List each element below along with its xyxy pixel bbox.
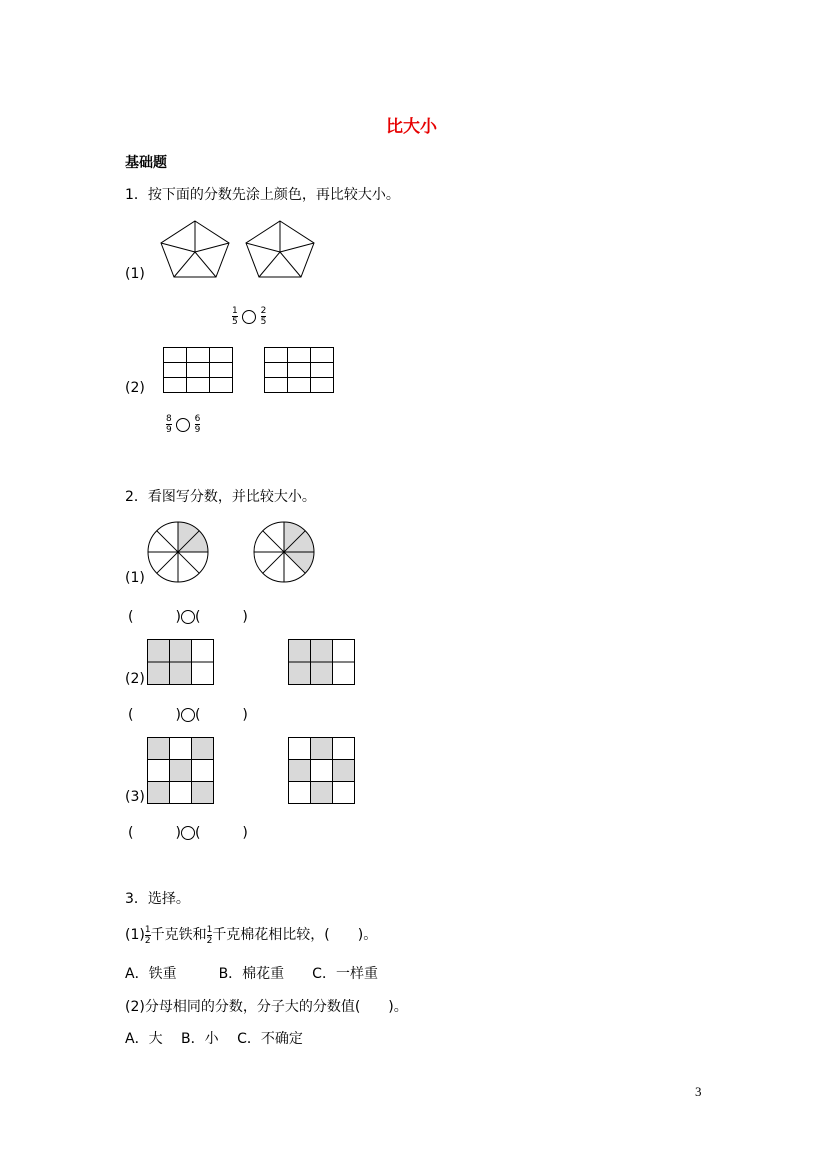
circle-8-parts-right [253, 521, 315, 583]
grid-3x2-left [147, 639, 214, 685]
grid-3x3-shaded-right [288, 737, 355, 804]
q2-part1-label: (1) [125, 570, 145, 586]
grid-3x3-shaded-left [147, 737, 214, 804]
answer-blank-left[interactable]: ( ) [128, 707, 181, 723]
section-heading: 基础题 [125, 155, 167, 171]
grid-3x3-right [264, 347, 334, 393]
fraction-half: $\frac{1}{2}$ [206, 924, 213, 946]
answer-blank-right[interactable]: ( ) [194, 707, 248, 723]
pentagon-figure-left [160, 220, 230, 280]
q3-stem: 3．选择。 [125, 891, 190, 907]
compare-circle-blank[interactable] [181, 708, 195, 722]
q3-part2-options: A．大 B．小 C．不确定 [125, 1031, 303, 1047]
answer-blank-left[interactable]: ( ) [128, 609, 181, 625]
q2-part2-label: (2) [125, 671, 145, 687]
pentagon-figure-right [245, 220, 315, 280]
fraction-left: $\frac{1}{5}$ [232, 306, 238, 327]
compare-circle-blank[interactable] [181, 826, 195, 840]
answer-blank-right[interactable]: ( ) [194, 825, 248, 841]
q3-part1: (1) $\frac{1}{2}$ 千克铁和 $\frac{1}{2}$ 千克棉花相比较，( )。 [125, 924, 378, 946]
q1-stem: 1．按下面的分数先涂上颜色，再比较大小。 [125, 187, 400, 203]
fraction-half: $\frac{1}{2}$ [144, 924, 151, 946]
q2-part2-answer [128, 704, 248, 724]
q1-part1-comparison [232, 306, 266, 327]
fraction-right: $\frac{2}{5}$ [260, 306, 267, 327]
compare-circle-blank[interactable] [176, 418, 190, 432]
q3-part1-options: A．铁重 B．棉花重 C．一样重 [125, 966, 378, 982]
compare-circle-blank[interactable] [242, 310, 256, 324]
circle-8-parts-left [147, 521, 209, 583]
fraction-right: $\frac{6}{9}$ [194, 414, 201, 435]
compare-circle-blank[interactable] [181, 610, 195, 624]
fraction-left: $\frac{8}{9}$ [166, 414, 172, 435]
grid-3x3-left [163, 347, 233, 393]
answer-blank-right[interactable]: ( ) [194, 609, 248, 625]
q2-stem: 2．看图写分数，并比较大小。 [125, 489, 316, 505]
q3-part1-label: (1) [125, 927, 145, 943]
q1-part2-comparison [166, 414, 200, 435]
page-title: 比大小 [386, 117, 437, 137]
page-number: 3 [695, 1084, 702, 1099]
q2-part3-label: (3) [125, 789, 145, 805]
q2-part1-answer [128, 606, 248, 626]
q2-part3-answer [128, 822, 248, 842]
q1-part2-label: (2) [125, 380, 145, 396]
q3-part2: (2)分母相同的分数，分子大的分数值( )。 [125, 999, 408, 1015]
q1-part1-label: (1) [125, 266, 145, 282]
grid-3x2-right [288, 639, 355, 685]
answer-blank-left[interactable]: ( ) [128, 825, 181, 841]
